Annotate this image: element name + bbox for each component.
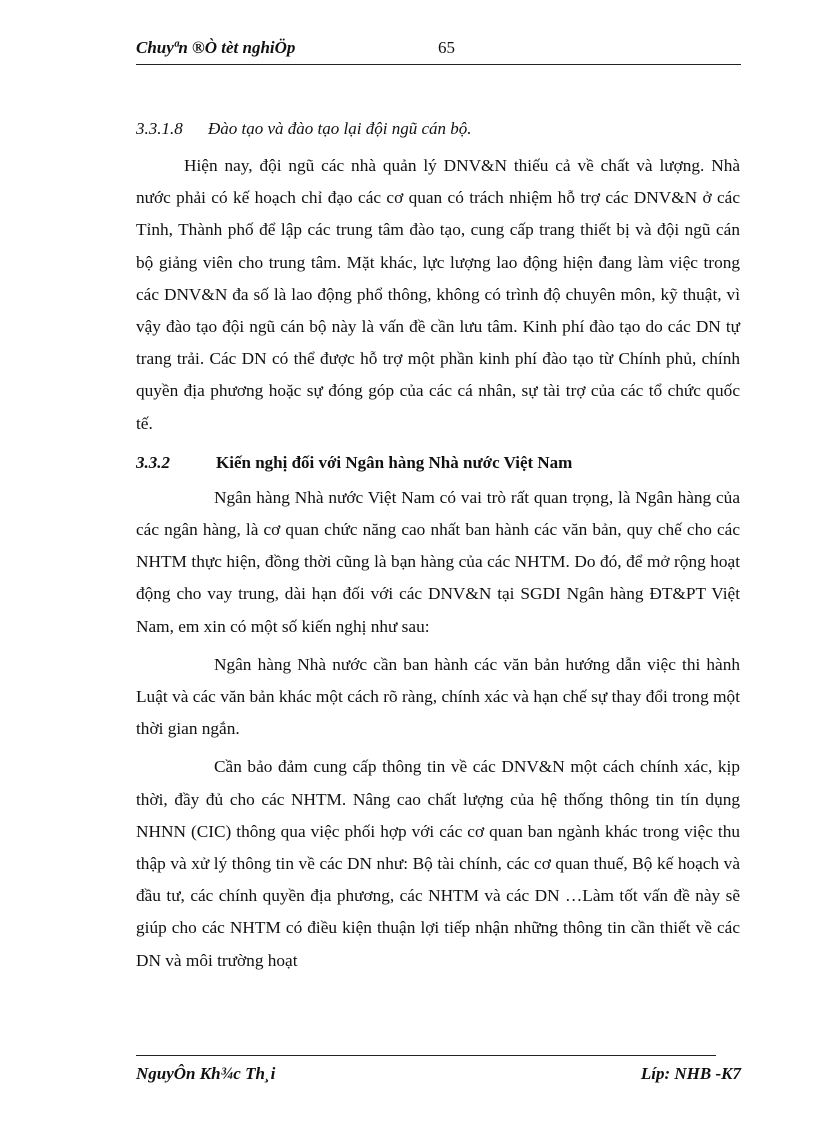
subsection-heading <box>136 114 740 144</box>
section-heading <box>136 448 740 478</box>
class-label: Líp: NHB -K7 <box>640 1064 741 1083</box>
page-footer <box>136 1064 741 1092</box>
page-body <box>136 112 740 977</box>
paragraph-legal-documents: Ngân hàng Nhà nước cần ban hành các văn bản hướng dẫn việc thi hành Luật và các văn bản khác một cách rõ ràng, chính xác và hạn chế sự thay đổi trong một thời gian ngắn. <box>136 654 740 739</box>
subsection-number: 3.3.1.8 <box>136 119 183 138</box>
author-name: NguyÔn Kh¾c Th¸i <box>136 1064 276 1083</box>
document-title: Chuyªn ®Ò tèt nghiÖp <box>136 38 296 57</box>
section-title: Kiến nghị đối với Ngân hàng Nhà nước Việt Nam <box>216 452 573 472</box>
subsection-title: Đào tạo và đào tạo lại đội ngũ cán bộ. <box>208 119 472 138</box>
section-number: 3.3.2 <box>136 452 170 472</box>
footer-rule <box>136 1055 716 1056</box>
page-number: 65 <box>438 38 455 57</box>
header-rule <box>136 64 741 65</box>
paragraph-information: Cần bảo đảm cung cấp thông tin về các DNV&N một cách chính xác, kịp thời, đầy đủ cho các NHTM. Nâng cao chất lượng của hệ thống thông tin tín dụng NHNN (CIC) thông qua việc phối hợp với các cơ quan ban ngành khác trong việc thu thập và xử lý thông tin về các DN như: Bộ tài chính, các cơ quan thuế, Bộ kế hoạch và đầu tư, các chính quyền địa phương, các NHTM và các DN …Làm tốt vấn đề này sẽ giúp cho các NHTM có điều kiện thuận lợi tiếp nhận những thông tin cần thiết về các DN và môi trường hoạt <box>136 757 740 970</box>
paragraph-state-bank-role: Ngân hàng Nhà nước Việt Nam có vai trò rất quan trọng, là Ngân hàng của các ngân hàng, là cơ quan chức năng cao nhất ban hành các văn bản, quy chế cho các NHTM thực hiện, đồng thời cũng là bạn hàng của các NHTM. Do đó, để mở rộng hoạt động cho vay trung, dài hạn đối với các DNV&N tại SGDI Ngân hàng ĐT&PT Việt Nam, em xin có một số kiến nghị như sau: <box>136 487 740 636</box>
paragraph-training: Hiện nay, đội ngũ các nhà quản lý DNV&N thiếu cả về chất và lượng. Nhà nước phải có kế hoạch chỉ đạo các cơ quan có trách nhiệm hỗ trợ các DNV&N ở các Tỉnh, Thành phố để lập các trung tâm đào tạo, cung cấp trang thiết bị và đội ngũ cán bộ giảng viên cho trung tâm. Mặt khác, lực lượng lao động hiện đang làm việc trong các DNV&N đa số là lao động phổ thông, không có trình độ chuyên môn, kỹ thuật, vì vậy đào tạo đội ngũ cán bộ này là vấn đề cần lưu tâm. Kinh phí đào tạo do các DN tự trang trải. Các DN có thể được hỗ trợ một phần kinh phí đào tạo từ Chính phủ, chính quyền địa phương hoặc sự đóng góp của các cá nhân, sự tài trợ của các tổ chức quốc tế. <box>136 156 740 433</box>
page-header <box>136 36 741 64</box>
